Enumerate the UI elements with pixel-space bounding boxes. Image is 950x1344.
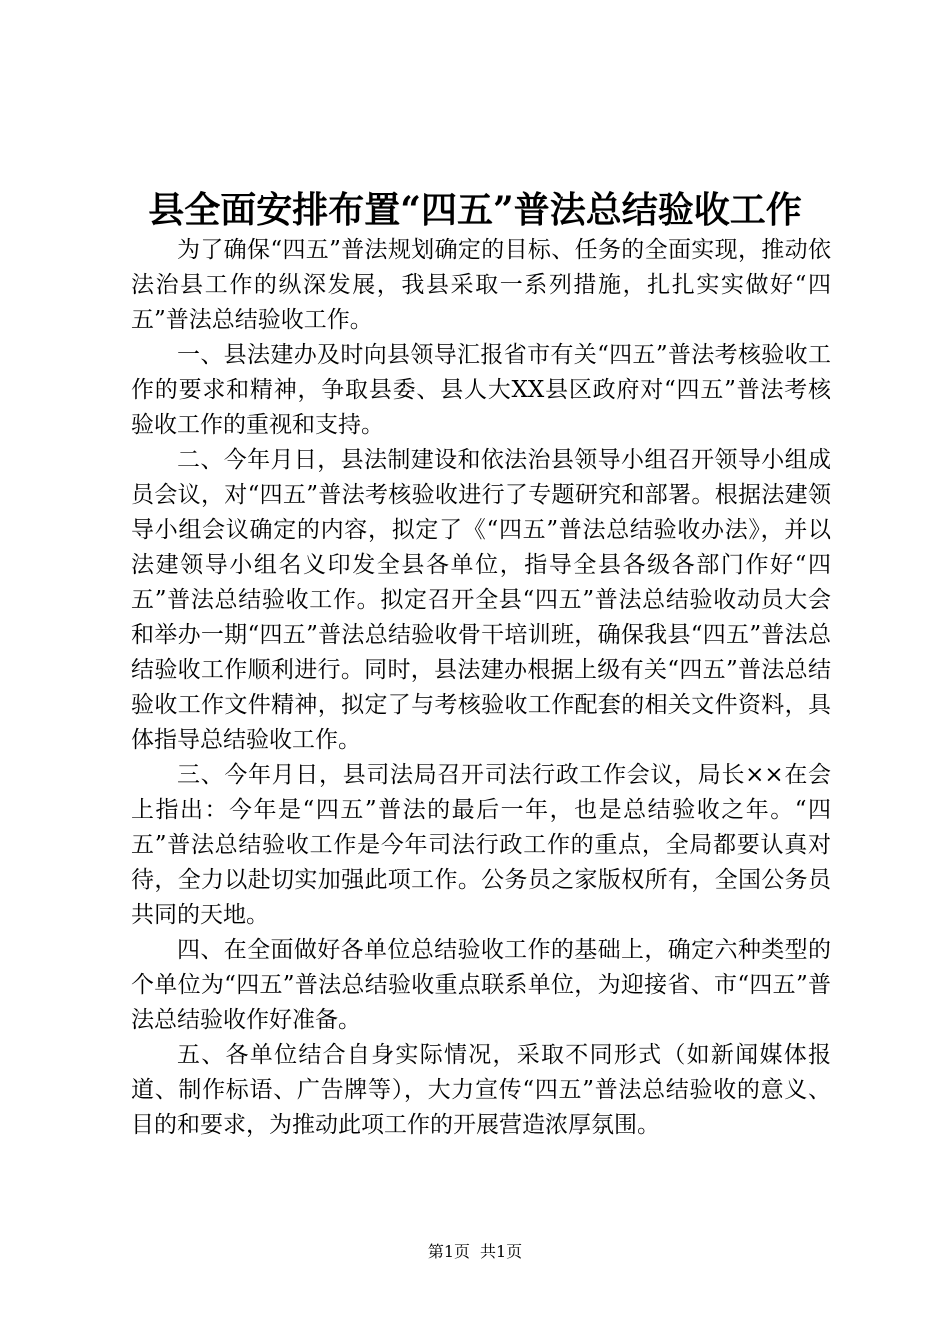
paragraph-item-1: 一、县法建办及时向县领导汇报省市有关“四五”普法考核验收工作的要求和精神，争取县委、县人大XX县区政府对“四五”普法考核验收工作的重视和支持。: [131, 342, 831, 438]
page-total: 共1页: [480, 1242, 523, 1261]
paragraph-item-2: 二、今年月日，县法制建设和依法治县领导小组召开领导小组成员会议，对“四五”普法考核验收进行了专题研究和部署。根据法建领导小组会议确定的内容，拟定了《“四五”普法总结验收办法》，并以法建领导小组名义印发全县各单位，指导全县各级各部门作好“四五”普法总结验收工作。拟定召开全县“四五”普法总结验收动员大会和举办一期“四五”普法总结验收骨干培训班，确保我县“四五”普法总结验收工作顺利进行。同时，县法建办根据上级有关“四五”普法总结验收工作文件精神，拟定了与考核验收工作配套的相关文件资料，具体指导总结验收工作。: [131, 447, 831, 753]
page-number: 第1页: [427, 1242, 470, 1261]
paragraph-item-3: 三、今年月日，县司法局召开司法行政工作会议，局长××在会上指出：今年是“四五”普法的最后一年，也是总结验收之年。“四五”普法总结验收工作是今年司法行政工作的重点，全局都要认真对待，全力以赴切实加强此项工作。公务员之家版权所有，全国公务员共同的天地。: [131, 762, 831, 928]
page-footer: [0, 1240, 950, 1264]
document-title: 县全面安排布置“四五”普法总结验收工作: [148, 189, 802, 231]
paragraph-intro: 为了确保“四五”普法规划确定的目标、任务的全面实现，推动依法治县工作的纵深发展，我县采取一系列措施，扎扎实实做好“四五”普法总结验收工作。: [131, 237, 831, 333]
document-body: [131, 233, 831, 1143]
paragraph-item-5: 五、各单位结合自身实际情况，采取不同形式（如新闻媒体报道、制作标语、广告牌等），大力宣传“四五”普法总结验收的意义、目的和要求，为推动此项工作的开展营造浓厚氛围。: [131, 1042, 831, 1138]
paragraph-item-4: 四、在全面做好各单位总结验收工作的基础上，确定六种类型的个单位为“四五”普法总结验收重点联系单位，为迎接省、市“四五”普法总结验收作好准备。: [131, 937, 831, 1033]
